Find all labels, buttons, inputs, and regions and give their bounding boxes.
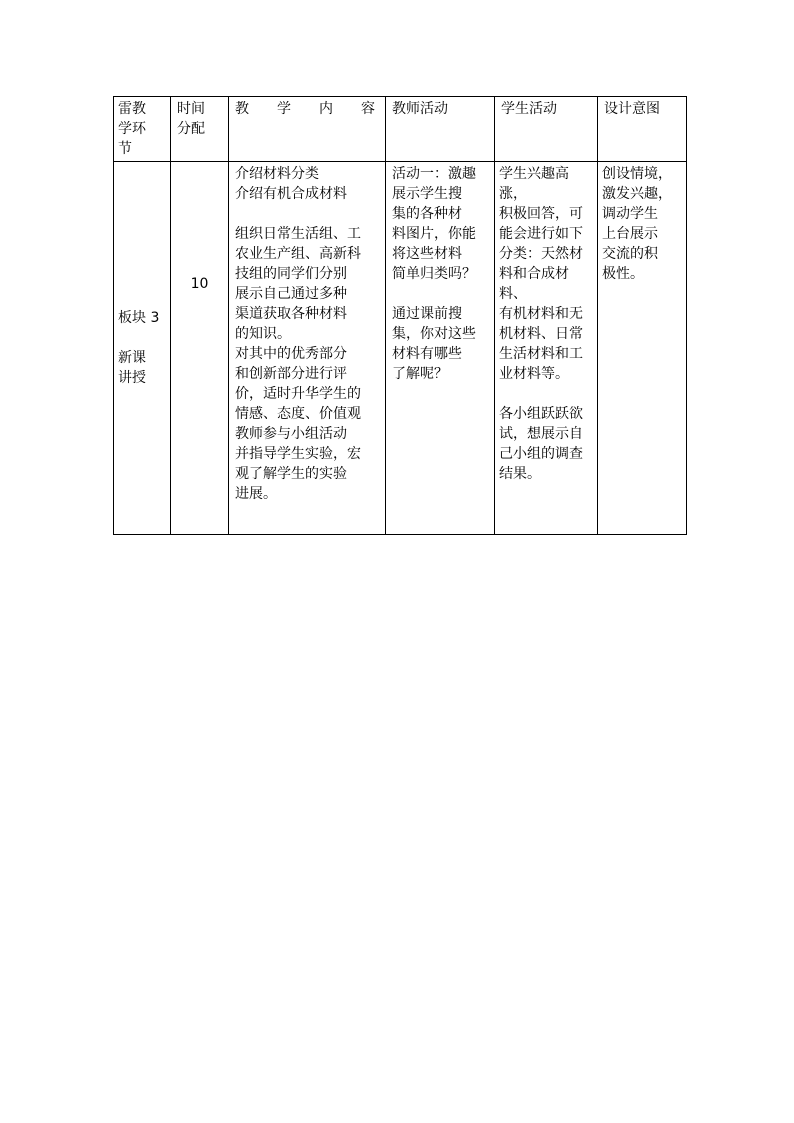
content-line: 组织日常生活组、工 [235, 226, 361, 242]
cell-student-activity [495, 162, 598, 535]
content-line: 技组的同学们分别 [235, 266, 347, 282]
content-line: 渠道获取各种材料 [235, 306, 347, 322]
student-line: 机材料、日常 [499, 326, 583, 342]
teacher-line: 集，你对这些 [392, 326, 476, 342]
section-name-line: 讲授 [118, 370, 146, 386]
student-line: 积极回答，可 [499, 206, 583, 222]
content-line: 教师参与小组活动 [235, 426, 347, 442]
design-line: 创设情境， [602, 166, 672, 182]
student-line: 各小组跃跃欲 [499, 406, 583, 422]
teacher-line: 通过课前搜 [392, 306, 462, 322]
design-line: 激发兴趣， [602, 186, 672, 202]
content-line: 价，适时升华学生的 [235, 386, 361, 402]
student-line: 学生兴趣高涨， [499, 166, 569, 202]
content-line: 对其中的优秀部分 [235, 346, 347, 362]
header-time-allocation: 时间 分配 [171, 97, 229, 162]
section-name-line: 新课 [118, 350, 146, 366]
content-line: 并指导学生实验，宏 [235, 446, 361, 462]
content-line: 情感、态度、价值观 [235, 406, 361, 422]
table-row [114, 162, 687, 535]
content-line: 农业生产组、高新科 [235, 246, 361, 262]
cell-section [114, 162, 171, 535]
design-line: 极性。 [602, 266, 644, 282]
content-line: 进展。 [235, 486, 277, 502]
header-design-intent: 设计意图 [598, 97, 687, 162]
content-line: 的知识。 [235, 326, 291, 342]
section-number: 板块 3 [118, 310, 160, 326]
student-line: 生活材料和工 [499, 346, 583, 362]
student-line: 有机材料和无 [499, 306, 583, 322]
teacher-line: 集的各种材 [392, 206, 462, 222]
teacher-line: 了解呢？ [392, 366, 448, 382]
design-line: 交流的积 [602, 246, 658, 262]
cell-design-intent [598, 162, 687, 535]
table-header-row [114, 97, 687, 162]
student-line: 分类：天然材 [499, 246, 583, 262]
teacher-line: 将这些材料 [392, 246, 462, 262]
teacher-line: 简单归类吗？ [392, 266, 476, 282]
header-teaching-content: 教 学 内 容 [229, 97, 386, 162]
content-line: 介绍有机合成材料 [235, 186, 347, 202]
content-line: 介绍材料分类 [235, 166, 319, 182]
design-line: 调动学生 [602, 206, 658, 222]
cell-time [171, 162, 229, 535]
student-line: 己小组的调查 [499, 446, 583, 462]
content-line: 展示自己通过多种 [235, 286, 347, 302]
content-line: 观了解学生的实验 [235, 466, 347, 482]
header-teacher-activity: 教师活动 [386, 97, 495, 162]
teacher-line: 展示学生搜 [392, 186, 462, 202]
student-line: 能会进行如下 [499, 226, 583, 242]
teacher-line: 料图片，你能 [392, 226, 476, 242]
cell-content [229, 162, 386, 535]
design-line: 上台展示 [602, 226, 658, 242]
student-line: 料和合成材料、 [499, 266, 569, 302]
student-line: 业材料等。 [499, 366, 569, 382]
student-line: 结果。 [499, 466, 541, 482]
header-teaching-stage: 雷教 学环 节 [114, 97, 171, 162]
student-line: 试，想展示自 [499, 426, 583, 442]
teacher-line: 活动一：激趣 [392, 166, 476, 182]
cell-teacher-activity [386, 162, 495, 535]
lesson-plan-table [113, 96, 687, 535]
header-student-activity: 学生活动 [495, 97, 598, 162]
time-value: 10 [190, 276, 209, 292]
teacher-line: 材料有哪些 [392, 346, 462, 362]
content-line: 和创新部分进行评 [235, 366, 347, 382]
